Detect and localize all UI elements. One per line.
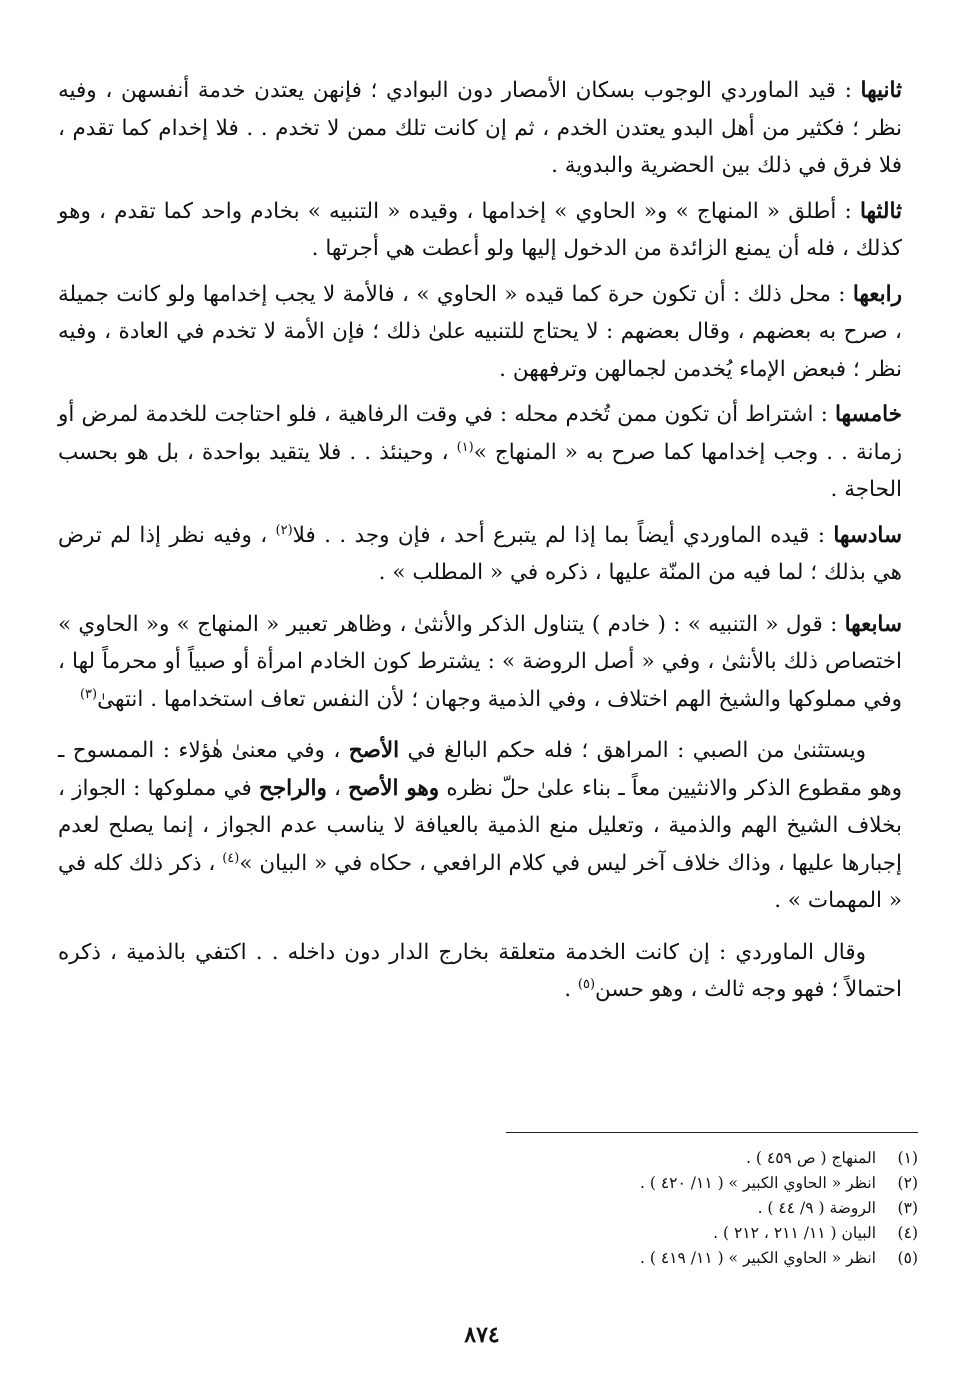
footnote-ref: (٥) <box>577 976 596 992</box>
footnote-text: المنهاج ( ص ٤٥٩ ) . <box>746 1149 876 1167</box>
footnotes <box>218 1146 918 1271</box>
footnote-text: البيان ( ١١/ ٢١١ ، ٢١٢ ) . <box>713 1224 876 1242</box>
paragraph-text: : قول « التنبيه » : ( خادم ) يتناول الذكر والأنثىٰ ، وظاهر تعبير « المنهاج » و« الحاوي » اختصاص ذلك بالأنثىٰ ، وفي « أصل الروضة » : يشترط كون الخادم امرأة أو صبياً أو محرماً لها ، وفي مملوكها والشيخ الهم اختلاف ، وفي الذمية وجهان ؛ لأن النفس تعاف استخدامها . انتهىٰ <box>58 611 902 712</box>
bold-term: الأصح <box>348 738 400 763</box>
paragraph-text: وقال الماوردي : إن كانت الخدمة متعلقة بخارج الدار دون داخله . . اكتفي بالذمية ، ذكره احتمالاً ؛ فهو وجه ثالث ، وهو حسن <box>58 939 902 1002</box>
paragraph-second <box>58 72 902 185</box>
paragraph-text: ، وحينئذ . . فلا يتقيد بواحدة ، بل هو بحسب الحاجة . <box>58 439 902 502</box>
footnote <box>218 1246 918 1271</box>
paragraph-third <box>58 193 902 268</box>
footnote-ref: (٤) <box>222 850 240 866</box>
paragraph-text: ويستثنىٰ من الصبي : المراهق ؛ فله حكم البالغ في <box>399 738 866 763</box>
paragraph-sixth <box>58 517 902 592</box>
footnote-number: (٢) <box>897 1174 918 1192</box>
paragraph-label: سادسها <box>833 522 902 548</box>
paragraph-label: ثالثها <box>859 198 902 224</box>
paragraph-text: : اشتراط أن تكون ممن تُخدم محله : في وقت الرفاهية ، فلو احتاجت للخدمة لمرض أو زمانة . . وجب إخدامها كما صرح به « المنهاج » <box>58 402 902 465</box>
footnote-number: (٤) <box>897 1224 918 1242</box>
page-number: ٨٧٤ <box>464 1322 500 1348</box>
footnote <box>218 1171 918 1196</box>
paragraph-mawardi <box>58 934 902 1009</box>
paragraph-text: : قيد الماوردي الوجوب بسكان الأمصار دون البوادي ؛ فإنهن يعتدن خدمة أنفسهن ، وفيه نظر ؛ فكثير من أهل البدو يعتدن الخدم ، ثم إن كانت تلك ممن لا تخدم . . فلا إخدام كما تقدم ، فلا فرق في ذلك بين الحضرية والبدوية . <box>58 78 902 178</box>
paragraph-text: : محل ذلك : أن تكون حرة كما قيده « الحاوي » ، فالأمة لا يجب إخدامها ولو كانت جميلة ، صرح به بعضهم ، وقال بعضهم : لا يحتاج للتنبيه علىٰ ذلك ؛ فإن الأمة لا تخدم في العادة ، وفيه نظر ؛ فبعض الإماء يُخدمن لجمالهن وترفههن . <box>58 281 902 382</box>
footnote-text: انظر « الحاوي الكبير » ( ١١/ ٤١٩ ) . <box>640 1249 876 1267</box>
footnote <box>218 1221 918 1246</box>
paragraph-text: : قيده الماوردي أيضاً بما إذا لم يتبرع أحد ، فإن وجد . . فلا <box>292 522 834 548</box>
footnote-ref: (٢) <box>275 522 293 538</box>
paragraph-label: ثانيها <box>860 78 902 103</box>
footnote <box>218 1196 918 1221</box>
footnote-text: الروضة ( ٩/ ٤٤ ) . <box>757 1199 876 1217</box>
paragraph-text: . <box>564 977 578 1002</box>
main-text <box>58 72 902 1017</box>
footnote-number: (١) <box>897 1149 918 1167</box>
paragraph-text: ، وفي معنىٰ هٰؤلاء : الممسوح ـ وهو مقطوع الذكر والانثيين معاً ـ بناء علىٰ حلّ نظره <box>58 738 903 801</box>
paragraph-text: في مملوكها : الجواز ، بخلاف الشيخ الهم والذمية ، وتعليل منع الذمية بالعيافة لا يناسب عدم الجواز ، إنما يصلح لعدم إجبارها عليها ، وذاك خلاف آخر ليس في كلام الرافعي ، حكاه في « البيان » <box>58 775 902 876</box>
paragraph-label: سابعها <box>844 611 902 637</box>
paragraph-fifth <box>58 396 902 509</box>
footnote-text: انظر « الحاوي الكبير » ( ١١/ ٤٢٠ ) . <box>640 1174 876 1192</box>
footnote-ref: (١) <box>456 439 474 455</box>
paragraph-seventh <box>58 606 902 719</box>
paragraph-exceptions <box>58 732 902 920</box>
footnote-separator <box>506 1132 918 1133</box>
footnote-ref: (٣) <box>79 686 98 702</box>
footnote <box>218 1146 918 1171</box>
bold-term: والراجح <box>258 775 327 801</box>
bold-term: وهو الأصح <box>348 775 440 801</box>
paragraph-text: ، ذكر ذلك كله في « المهمات » . <box>58 850 902 913</box>
footnote-number: (٣) <box>897 1199 918 1217</box>
footnote-number: (٥) <box>897 1249 918 1267</box>
paragraph-text: ، <box>326 775 349 801</box>
paragraph-label: خامسها <box>835 402 902 427</box>
paragraph-fourth <box>58 276 902 389</box>
paragraph-text: ، وفيه نظر إذا لم ترض هي بذلك ؛ لما فيه من المنّة عليها ، ذكره في « المطلب » . <box>58 522 902 585</box>
paragraph-label: رابعها <box>852 281 902 307</box>
paragraph-text: : أطلق « المنهاج » و« الحاوي » إخدامها ، وقيده « التنبيه » بخادم واحد كما تقدم ، وهو كذلك ، فله أن يمنع الزائدة من الدخول إليها ولو أعطت هي أجرتها . <box>58 198 902 261</box>
